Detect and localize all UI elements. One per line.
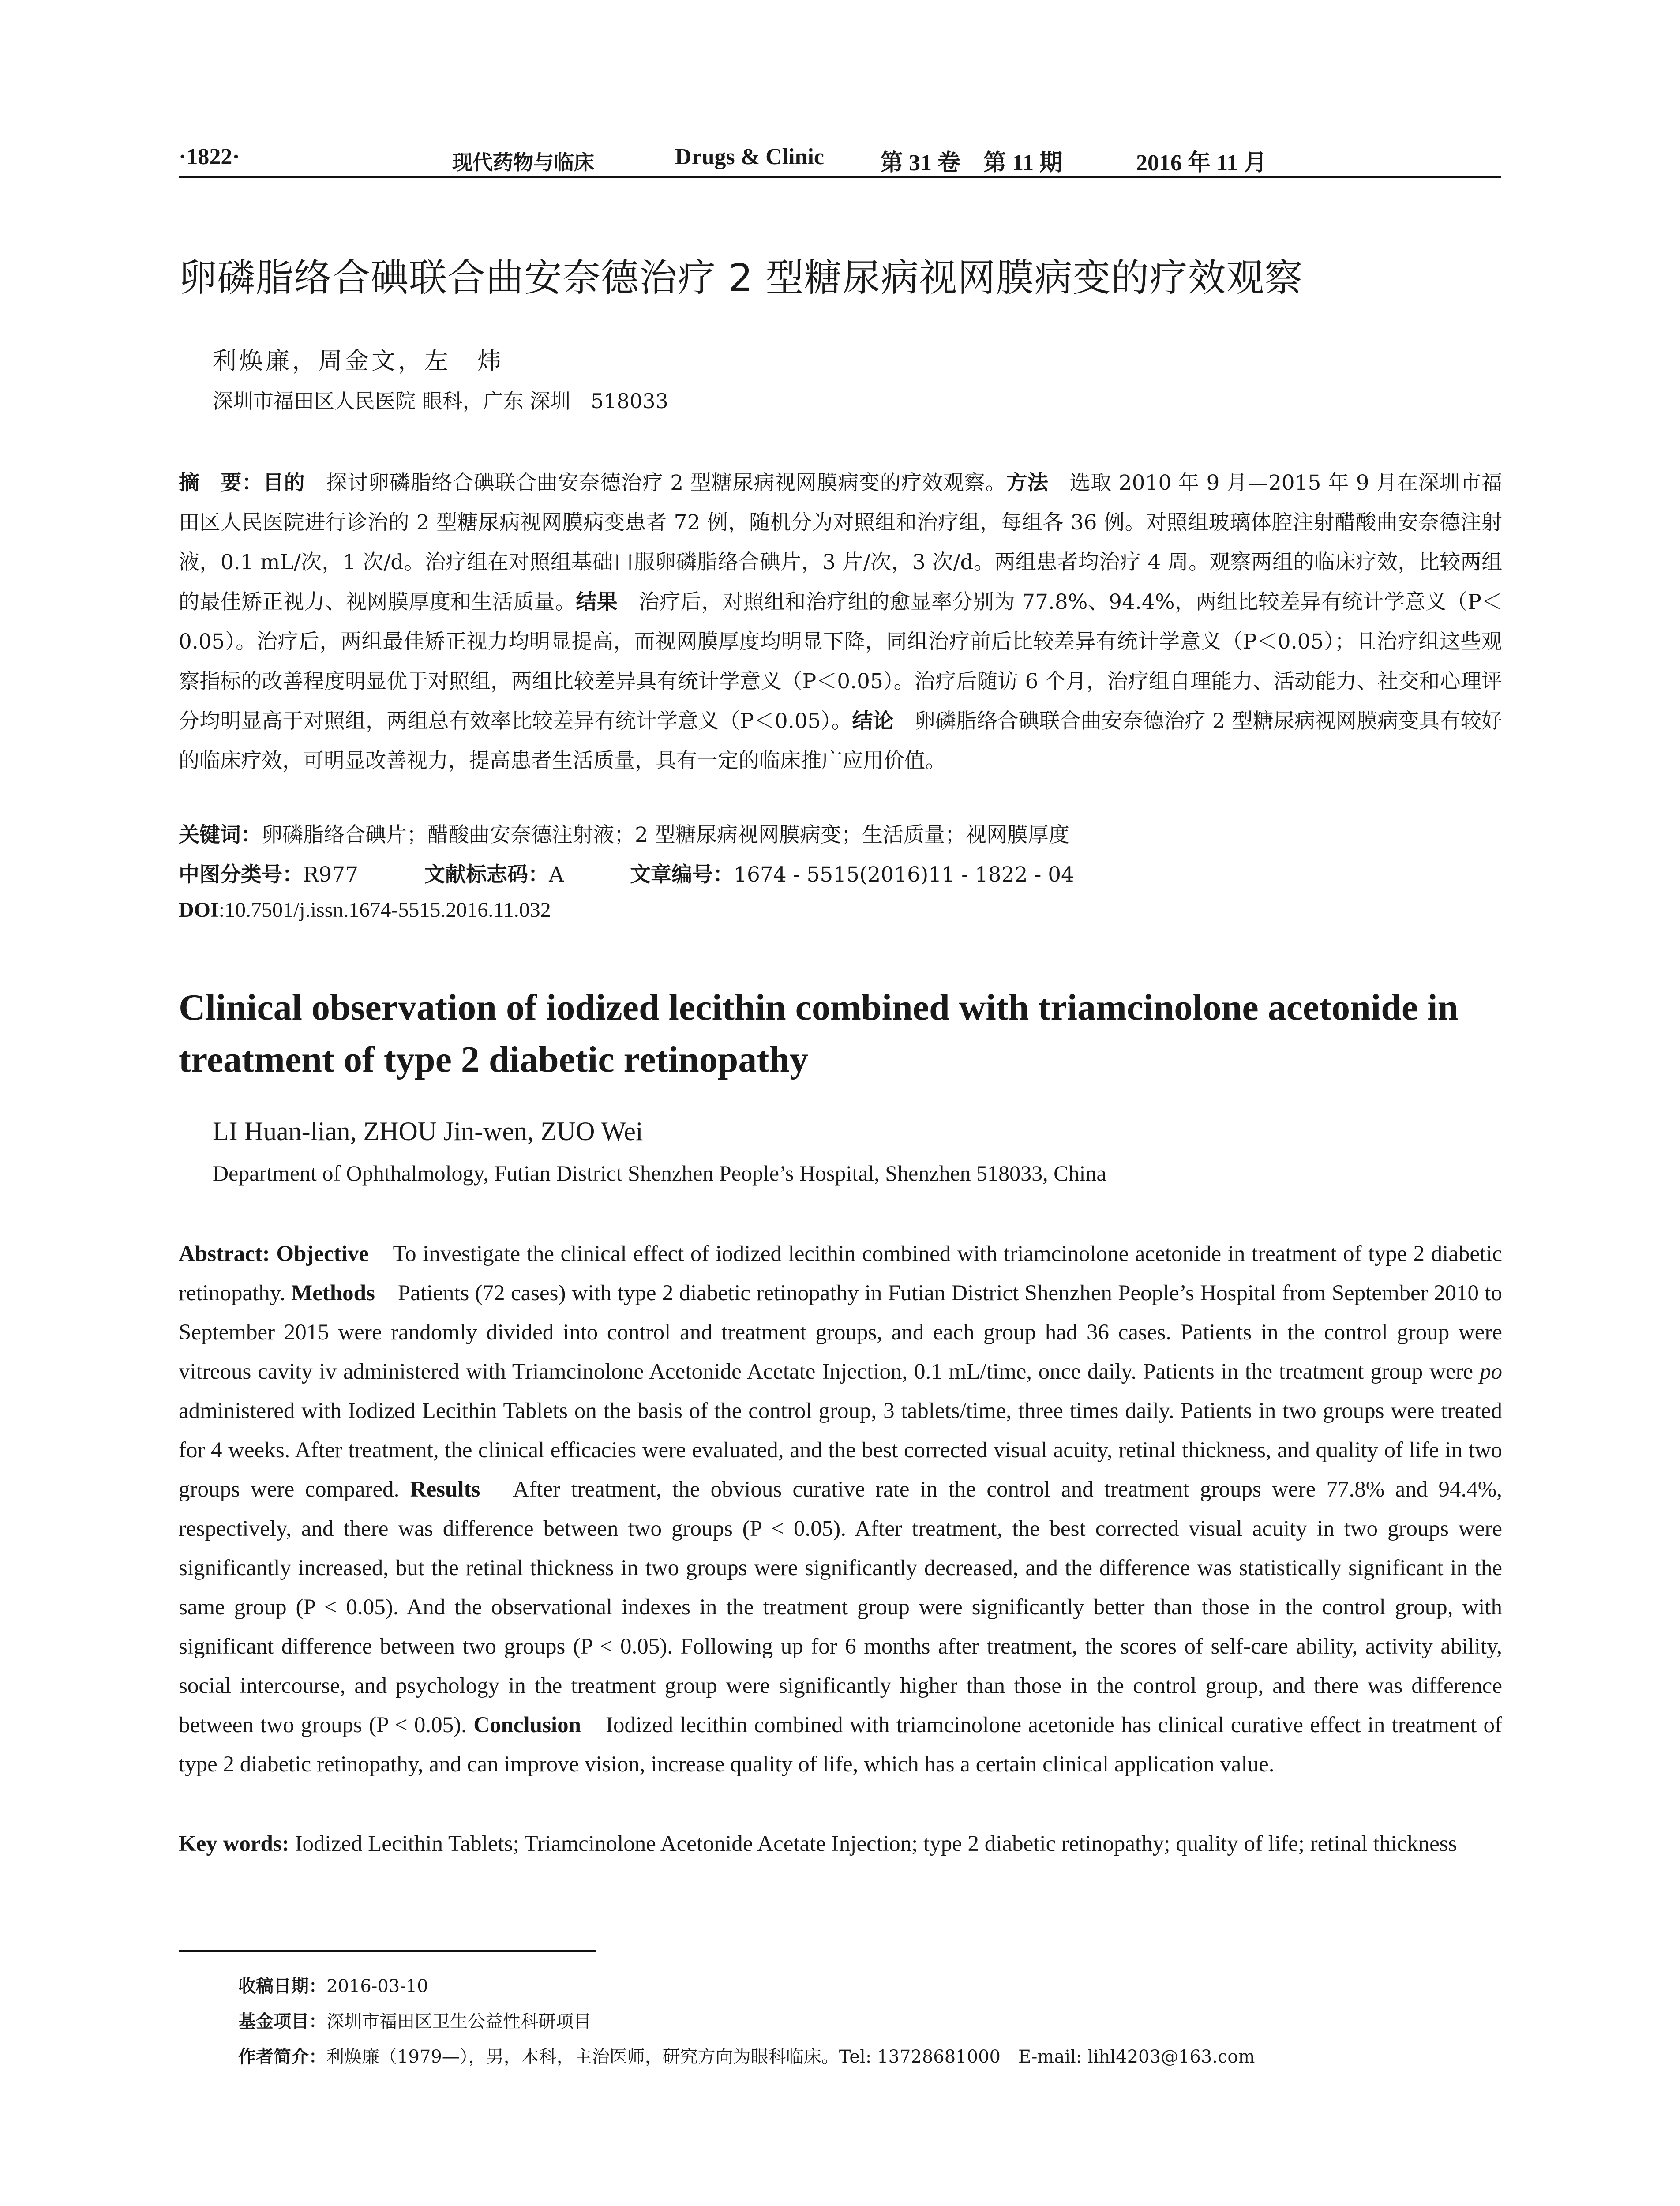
en-keywords-label: Key words: (179, 1831, 289, 1856)
cn-title: 卵磷脂络合碘联合曲安奈德治疗 2 型糖尿病视网膜病变的疗效观察 (179, 256, 1303, 300)
author-bio: 利焕廉（1979—），男，本科，主治医师，研究方向为眼科临床。Tel: 13728681000 E-mail: lihl4203@163.com (326, 2047, 1255, 2067)
doc-code-label: 文献标志码： (424, 863, 549, 887)
cn-methods-text: 选取 2010 年 9 月—2015 年 9 月在深圳市福田区人民医院进行诊治的 2 型糖尿病视网膜病变患者 72 例，随机分为对照组和治疗组，每组各 36 例。对照组玻璃体腔注射醋酸曲安奈德注射液，0.1 mL/次，1 次/d。治疗组在对照组基础口服卵磷脂络合碘片，3 片/次，3 次/d。两组患者均治疗 4 周。观察两组的临床疗效，比较两组的最佳矫正视力、视网膜厚度和生活质量。 (179, 471, 1503, 614)
fund-value: 深圳市福田区卫生公益性科研项目 (326, 2011, 591, 2032)
journal-name-en: Drugs & Clinic (675, 144, 824, 169)
clc-value: R977 (303, 863, 359, 887)
cn-abstract (179, 463, 1502, 781)
journal-name-cn: 现代药物与临床 (452, 150, 594, 174)
en-keywords-text: Iodized Lecithin Tablets; Triamcinolone Acetonide Acetate Injection; type 2 diabetic retinopathy; quality of life; retinal thickness (289, 1831, 1457, 1856)
en-methods-label: Methods (291, 1281, 375, 1306)
fund-label: 基金项目： (238, 2011, 326, 2032)
cn-objective-text: 探讨卵磷脂络合碘联合曲安奈德治疗 2 型糖尿病视网膜病变的疗效观察。 (305, 471, 1007, 495)
en-abstract (179, 1234, 1502, 1784)
en-objective-text: To investigate the clinical effect of iodized lecithin combined with triamcinolone acetonide in treatment of type 2 diabetic retinopathy. (179, 1242, 1502, 1306)
doi-label: DOI (179, 898, 219, 922)
cn-keywords-text: 卵磷脂络合碘片；醋酸曲安奈德注射液；2 型糖尿病视网膜病变；生活质量；视网膜厚度 (262, 823, 1069, 847)
cn-authors: 利焕廉，周金文，左 炜 (213, 347, 504, 375)
en-abstract-label: Abstract: Objective (179, 1242, 369, 1266)
en-conclusion-label: Conclusion (473, 1713, 581, 1737)
footnote-fund (238, 2007, 591, 2033)
cn-keywords (179, 818, 1502, 848)
cn-objective-label: 目的 (263, 471, 305, 495)
en-results-text: After treatment, the obvious curative rate in the control and treatment groups were 77.8% and 94.4%, respectively, and there was difference between two groups (P < 0.05). After treatment, the best corrected visual acuity in two groups were significantly increased, but the retinal thickness in two groups were significantly decreased, and the difference was statistically significant in the same group (P < 0.05). And the observational indexes in the treatment group were significantly better than those in the control group, with significant difference between two groups (P < 0.05). Following up for 6 months after treatment, the scores of self-care ability, activity ability, social intercourse, and psychology in the treatment group were significantly higher than those in the control group, and there was difference between two groups (P < 0.05). (179, 1477, 1502, 1737)
en-keywords (179, 1824, 1502, 1864)
en-methods-po: po (1480, 1359, 1502, 1384)
cn-results-label: 结果 (576, 590, 618, 614)
en-affiliation: Department of Ophthalmology, Futian District Shenzhen People’s Hospital, Shenzhen 518033, China (213, 1161, 1106, 1186)
article-no-value: 1674 - 5515(2016)11 - 1822 - 04 (734, 863, 1075, 887)
footnote-divider (179, 1950, 596, 1952)
footnote-author (238, 2043, 1255, 2068)
en-methods-text: Patients (72 cases) with type 2 diabetic retinopathy in Futian District Shenzhen People’s Hospital from September 2010 to September 2015 were randomly divided into control and treatment groups, and each group had 36 cases. Patients in the control group were vitreous cavity iv administered with Triamcinolone Acetonide Acetate Injection, 0.1 mL/time, once daily. Patients in the treatment group were (179, 1281, 1502, 1384)
doi-line (179, 898, 1502, 922)
cn-methods-label: 方法 (1006, 471, 1049, 495)
cn-abstract-label: 摘 要： (179, 471, 263, 495)
received-date: 2016-03-10 (326, 1976, 428, 1996)
cn-conclusion-label: 结论 (852, 709, 894, 733)
volume-issue: 第 31 卷 第 11 期 (880, 150, 1063, 176)
received-label: 收稿日期： (238, 1976, 326, 1996)
en-results-label: Results (410, 1477, 480, 1502)
doi-value: :10.7501/j.issn.1674-5515.2016.11.032 (218, 898, 551, 922)
cn-results-text: 治疗后，对照组和治疗组的愈显率分别为 77.8%、94.4%，两组比较差异有统计学意义（P＜0.05）。治疗后，两组最佳矫正视力均明显提高，而视网膜厚度均明显下降，同组治疗前后比较差异有统计学意义（P＜0.05）；且治疗组这些观察指标的改善程度明显优于对照组，两组比较差异具有统计学意义（P＜0.05）。治疗后随访 6 个月，治疗组自理能力、活动能力、社交和心理评分均明显高于对照组，两组总有效率比较差异有统计学意义（P＜0.05）。 (179, 590, 1503, 733)
en-authors: LI Huan-lian, ZHOU Jin-wen, ZUO Wei (213, 1117, 643, 1146)
cn-conclusion-text: 卵磷脂络合碘联合曲安奈德治疗 2 型糖尿病视网膜病变具有较好的临床疗效，可明显改善视力，提高患者生活质量，具有一定的临床推广应用价值。 (179, 709, 1503, 773)
running-header (179, 140, 1501, 178)
en-conclusion-text: Iodized lecithin combined with triamcinolone acetonide has clinical curative effect in treatment of type 2 diabetic retinopathy, and can improve vision, increase quality of life, which has a certain clinical application value. (179, 1713, 1502, 1777)
author-bio-label: 作者简介： (238, 2047, 326, 2067)
page-number: ·1822· (179, 144, 240, 169)
issue-date: 2016 年 11 月 (1136, 150, 1267, 176)
cn-classification-line (179, 858, 1502, 888)
footnote-received (238, 1972, 428, 1997)
en-methods-text-2: administered with Iodized Lecithin Tablets on the basis of the control group, 3 tablets/time, three times daily. Patients in two groups were treated for 4 weeks. After treatment, the clinical efficacies were evaluated, and the best corrected visual acuity, retinal thickness, and quality of life in two groups were compared. (179, 1399, 1502, 1502)
clc-label: 中图分类号： (179, 863, 303, 887)
doc-code-value: A (549, 863, 564, 887)
cn-affiliation: 深圳市福田区人民医院 眼科，广东 深圳 518033 (213, 389, 668, 413)
article-no-label: 文章编号： (630, 863, 734, 887)
en-title: Clinical observation of iodized lecithin combined with triamcinolone acetonide in treatment of type 2 diabetic retinopathy (179, 987, 1459, 1080)
cn-keywords-label: 关键词： (179, 823, 262, 847)
